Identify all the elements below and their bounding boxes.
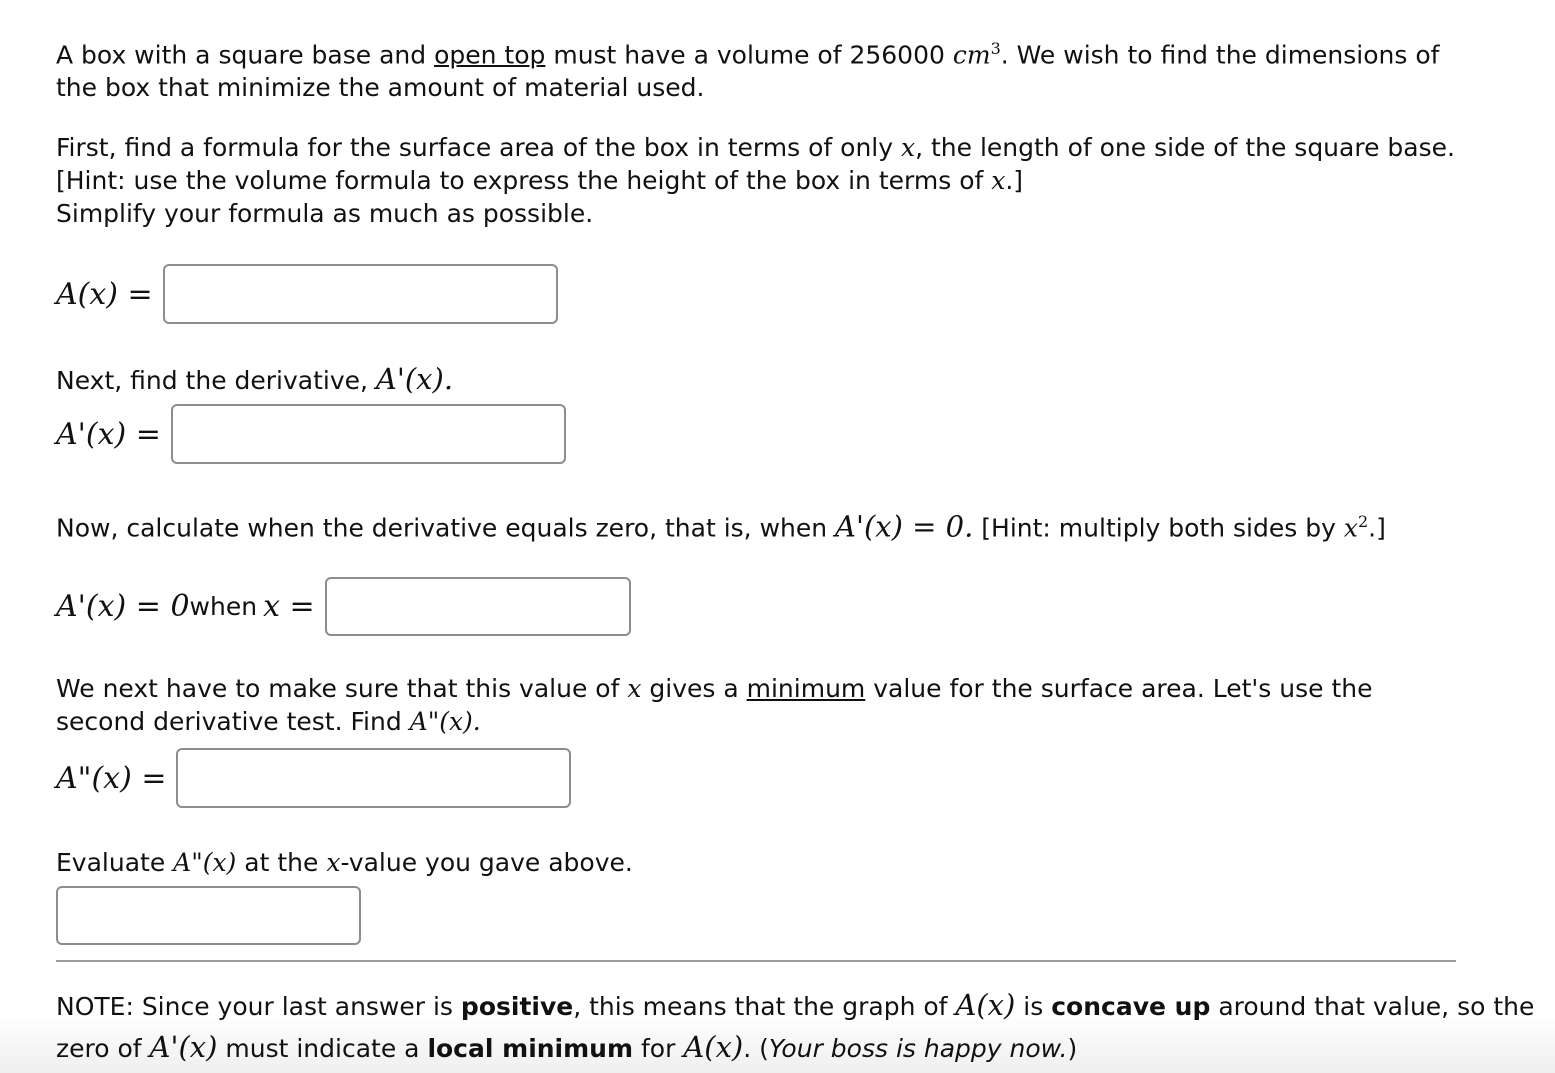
evaluate-second-derivative-input[interactable] xyxy=(56,886,361,945)
step4-instructions xyxy=(56,672,1456,738)
step3-hint: [Hint: multiply both sides by xyxy=(973,513,1344,543)
derivative-expr: A'(x) xyxy=(149,1030,218,1064)
unit-exponent: 3 xyxy=(990,39,1001,58)
step3-text: Now, calculate when the derivative equals zero, that is, when xyxy=(56,513,836,543)
area-answer-row xyxy=(56,264,558,324)
step2-text: Next, find the derivative, xyxy=(56,366,376,395)
note-text xyxy=(56,985,1555,1069)
step5-text-middle: at the xyxy=(236,848,327,877)
note-text-1: , this means that the graph of xyxy=(573,992,956,1021)
critical-x-input[interactable] xyxy=(325,577,631,636)
derivative-answer-row xyxy=(56,404,566,464)
note-end: ) xyxy=(1067,1034,1078,1063)
critical-label-x: x = xyxy=(263,589,315,624)
step1-hint: [Hint: use the volume formula to express the height of the box in terms of xyxy=(56,166,992,195)
note-text-5: for xyxy=(633,1034,684,1063)
derivative-input[interactable] xyxy=(171,404,566,464)
positive-emphasis: positive xyxy=(460,992,574,1021)
critical-point-row xyxy=(56,577,631,636)
step4-text: We next have to make sure that this value of xyxy=(56,674,628,703)
local-minimum-emphasis: local minimum xyxy=(427,1034,634,1063)
second-derivative-expr: A"(x) xyxy=(173,848,237,877)
zero-condition-expr: A'(x) = 0. xyxy=(835,509,974,544)
intro-text: A box with a square base and xyxy=(56,40,435,70)
note-text-4: must indicate a xyxy=(217,1034,428,1063)
step1-text: First, find a formula for the surface area of the box in terms of only xyxy=(56,133,901,162)
step5-instructions xyxy=(56,846,633,879)
evaluate-row xyxy=(56,886,361,945)
var-x: x xyxy=(1343,513,1358,543)
area-function-expr: A(x) xyxy=(683,1030,744,1064)
open-top-emphasis: open top xyxy=(434,40,546,70)
step5-text: Evaluate xyxy=(56,848,174,877)
derivative-expr: A'(x). xyxy=(375,362,454,396)
second-derivative-label: A"(x) = xyxy=(56,760,167,796)
note-text-3: around that value, so the zero of xyxy=(56,992,1535,1063)
step1-simplify: Simplify your formula as much as possible. xyxy=(56,199,594,228)
step4-text-middle: gives a xyxy=(641,674,747,703)
intro-paragraph xyxy=(56,32,1456,104)
var-x: x xyxy=(991,166,1006,195)
intro-text-after: . We wish to find the dimensions of the box that minimize the amount of material used. xyxy=(56,40,1440,103)
derivative-label: A'(x) = xyxy=(56,416,161,452)
step1-instructions xyxy=(56,131,1456,230)
second-derivative-row xyxy=(56,748,571,808)
critical-label-when: when xyxy=(189,592,258,621)
unit-cm: cm xyxy=(952,40,991,70)
step1-text-after: , the length of one side of the square base. xyxy=(915,133,1455,162)
step3-hint-end: .] xyxy=(1368,513,1386,543)
note-panel xyxy=(0,973,1555,1073)
area-label: A(x) = xyxy=(56,276,153,312)
step1-hint-end: .] xyxy=(1005,166,1024,195)
note-text-6: . ( xyxy=(743,1034,769,1063)
step3-instructions xyxy=(56,505,1456,544)
step2-instructions xyxy=(56,363,453,397)
var-x: x xyxy=(900,133,916,162)
area-formula-input[interactable] xyxy=(163,264,558,324)
second-derivative-expr: A"(x). xyxy=(409,707,481,736)
step5-text-after: -value you gave above. xyxy=(340,848,633,877)
intro-text-middle: must have a volume of 256000 xyxy=(545,40,953,70)
exponent-2: 2 xyxy=(1357,512,1369,531)
step4-text-after: value for the surface area. Let's use the second derivative test. Find xyxy=(56,674,1373,736)
concave-up-emphasis: concave up xyxy=(1051,992,1211,1021)
area-function-expr: A(x) xyxy=(955,988,1016,1022)
var-x: x xyxy=(326,848,341,877)
minimum-emphasis: minimum xyxy=(746,674,866,703)
boss-happy-text: Your boss is happy now. xyxy=(768,1034,1068,1063)
note-text-2: is xyxy=(1015,992,1052,1021)
divider xyxy=(56,960,1456,962)
var-x: x xyxy=(627,674,642,703)
second-derivative-input[interactable] xyxy=(176,748,571,808)
critical-label-expr: A'(x) = 0 xyxy=(56,589,190,624)
note-prefix: NOTE: Since your last answer is xyxy=(56,992,461,1021)
